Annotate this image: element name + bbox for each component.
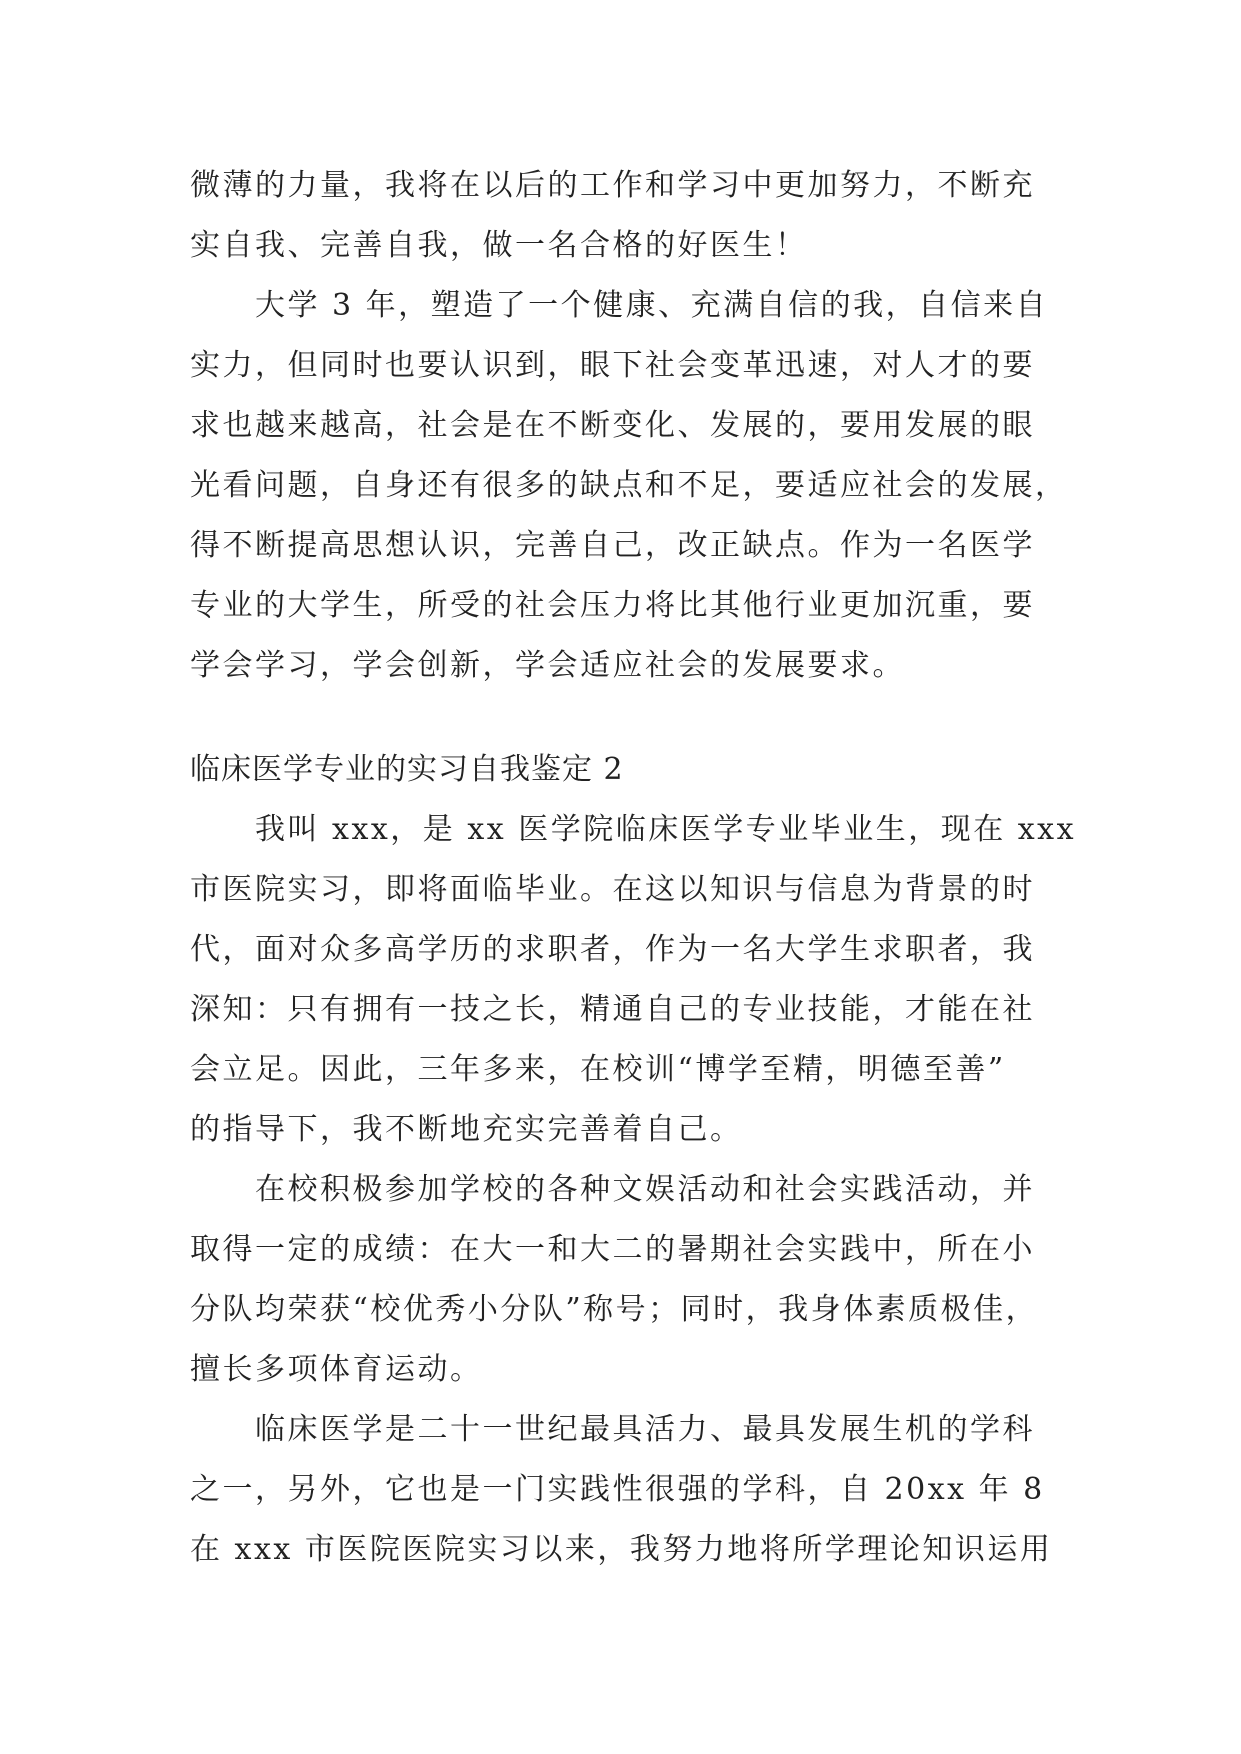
text-line: 学会学习，学会创新，学会适应社会的发展要求。 [190, 648, 905, 683]
text-line: 之一，另外，它也是一门实践性很强的学科，自 20xx 年 8 [190, 1472, 1045, 1507]
text-line: 在 xxx 市医院医院实习以来，我努力地将所学理论知识运用 [190, 1532, 1053, 1567]
text-line: 取得一定的成绩：在大一和大二的暑期社会实践中，所在小 [190, 1232, 1035, 1267]
text-line: 代，面对众多高学历的求职者，作为一名大学生求职者，我 [190, 932, 1035, 967]
text-line: 得不断提高思想认识，完善自己，改正缺点。作为一名医学 [190, 528, 1035, 563]
text-line: 光看问题，自身还有很多的缺点和不足，要适应社会的发展， [190, 468, 1068, 503]
text-line: 实自我、完善自我，做一名合格的好医生！ [190, 228, 808, 263]
text-line: 微薄的力量，我将在以后的工作和学习中更加努力，不断充 [190, 168, 1035, 203]
text-line: 的指导下，我不断地充实完善着自己。 [190, 1112, 743, 1147]
paragraph-first-line: 我叫 xxx，是 xx 医学院临床医学专业毕业生，现在 xxx [255, 812, 1076, 847]
text-line: 市医院实习，即将面临毕业。在这以知识与信息为背景的时 [190, 872, 1035, 907]
text-line: 擅长多项体育运动。 [190, 1352, 483, 1387]
text-line: 深知：只有拥有一技之长，精通自己的专业技能，才能在社 [190, 992, 1035, 1027]
paragraph-first-line: 在校积极参加学校的各种文娱活动和社会实践活动，并 [255, 1172, 1035, 1207]
text-line: 会立足。因此，三年多来，在校训“博学至精，明德至善” [190, 1052, 1006, 1087]
text-line: 求也越来越高，社会是在不断变化、发展的，要用发展的眼 [190, 408, 1035, 443]
paragraph-first-line: 大学 3 年，塑造了一个健康、充满自信的我，自信来自 [255, 288, 1049, 323]
paragraph-first-line: 临床医学是二十一世纪最具活力、最具发展生机的学科 [255, 1412, 1035, 1447]
text-line: 分队均荣获“校优秀小分队”称号；同时，我身体素质极佳， [190, 1292, 1039, 1327]
section-heading: 临床医学专业的实习自我鉴定 2 [190, 752, 624, 787]
text-line: 专业的大学生，所受的社会压力将比其他行业更加沉重，要 [190, 588, 1035, 623]
text-line: 实力，但同时也要认识到，眼下社会变革迅速，对人才的要 [190, 348, 1035, 383]
